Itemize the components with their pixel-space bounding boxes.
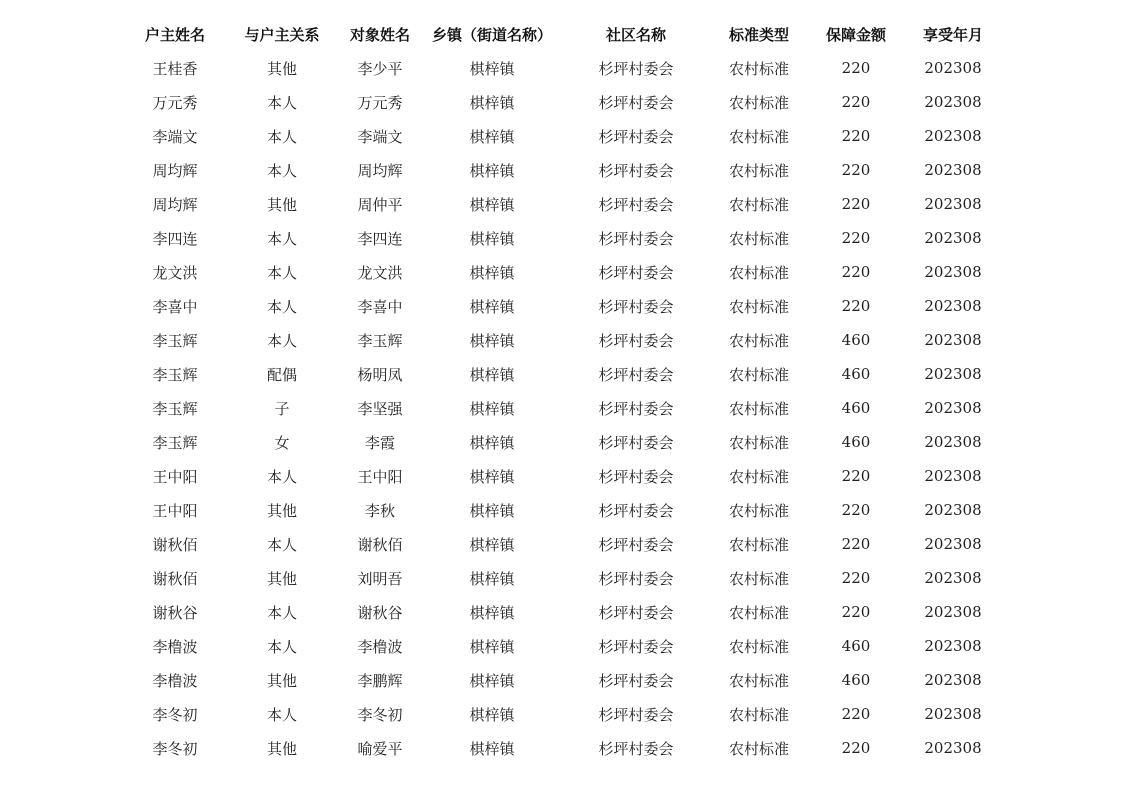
cell-recipient-name: 杨明凤 <box>357 365 403 384</box>
cell-benefit-month: 202308 <box>924 637 982 655</box>
cell-community: 杉坪村委会 <box>598 229 674 248</box>
cell-standard-type: 农村标准 <box>728 501 789 520</box>
cell-relation-to-head: 本人 <box>266 161 297 180</box>
cell-benefit-amount: 220 <box>841 535 871 553</box>
cell-community: 杉坪村委会 <box>598 59 674 78</box>
cell-relation-to-head: 本人 <box>266 297 297 316</box>
cell-township: 棋梓镇 <box>469 263 515 282</box>
cell-standard-type: 农村标准 <box>728 263 789 282</box>
cell-relation-to-head: 子 <box>274 399 290 418</box>
cell-recipient-name: 刘明吾 <box>357 569 403 588</box>
cell-standard-type: 农村标准 <box>728 739 789 758</box>
table-row <box>119 459 997 493</box>
cell-standard-type: 农村标准 <box>728 637 789 656</box>
cell-recipient-name: 周仲平 <box>357 195 403 214</box>
cell-township: 棋梓镇 <box>469 195 515 214</box>
cell-standard-type: 农村标准 <box>728 705 789 724</box>
cell-benefit-amount: 220 <box>841 501 871 519</box>
cell-standard-type: 农村标准 <box>728 603 789 622</box>
cell-household-head-name: 李喜中 <box>152 297 198 316</box>
cell-household-head-name: 王桂香 <box>152 59 198 78</box>
cell-township: 棋梓镇 <box>469 671 515 690</box>
cell-household-head-name: 王中阳 <box>152 467 198 486</box>
cell-benefit-amount: 460 <box>841 331 871 349</box>
cell-recipient-name: 李冬初 <box>357 705 403 724</box>
cell-community: 杉坪村委会 <box>598 263 674 282</box>
table-row <box>119 51 997 85</box>
cell-household-head-name: 万元秀 <box>152 93 198 112</box>
cell-household-head-name: 李四连 <box>152 229 198 248</box>
cell-standard-type: 农村标准 <box>728 433 789 452</box>
cell-relation-to-head: 本人 <box>266 637 297 656</box>
cell-township: 棋梓镇 <box>469 365 515 384</box>
cell-standard-type: 农村标准 <box>728 297 789 316</box>
cell-township: 棋梓镇 <box>469 501 515 520</box>
cell-community: 杉坪村委会 <box>598 93 674 112</box>
cell-relation-to-head: 其他 <box>266 501 297 520</box>
cell-recipient-name: 李少平 <box>357 59 403 78</box>
header-benefit-amount: 保障金额 <box>825 25 886 44</box>
cell-standard-type: 农村标准 <box>728 229 789 248</box>
cell-township: 棋梓镇 <box>469 603 515 622</box>
cell-benefit-amount: 460 <box>841 433 871 451</box>
cell-township: 棋梓镇 <box>469 739 515 758</box>
cell-recipient-name: 李玉辉 <box>357 331 403 350</box>
cell-recipient-name: 李鹏辉 <box>357 671 403 690</box>
cell-relation-to-head: 其他 <box>266 195 297 214</box>
cell-household-head-name: 李冬初 <box>152 705 198 724</box>
cell-benefit-amount: 460 <box>841 399 871 417</box>
cell-household-head-name: 李端文 <box>152 127 198 146</box>
table-row <box>119 595 997 629</box>
cell-benefit-month: 202308 <box>924 705 982 723</box>
cell-relation-to-head: 其他 <box>266 569 297 588</box>
cell-benefit-month: 202308 <box>924 195 982 213</box>
table-row <box>119 85 997 119</box>
cell-benefit-amount: 220 <box>841 705 871 723</box>
cell-benefit-month: 202308 <box>924 603 982 621</box>
cell-benefit-month: 202308 <box>924 365 982 383</box>
table-row <box>119 153 997 187</box>
cell-township: 棋梓镇 <box>469 535 515 554</box>
cell-relation-to-head: 本人 <box>266 229 297 248</box>
cell-standard-type: 农村标准 <box>728 93 789 112</box>
cell-benefit-month: 202308 <box>924 229 982 247</box>
cell-recipient-name: 李秋 <box>364 501 395 520</box>
cell-township: 棋梓镇 <box>469 399 515 418</box>
cell-community: 杉坪村委会 <box>598 739 674 758</box>
table-row <box>119 629 997 663</box>
cell-recipient-name: 谢秋谷 <box>357 603 403 622</box>
cell-benefit-amount: 220 <box>841 93 871 111</box>
cell-standard-type: 农村标准 <box>728 127 789 146</box>
cell-recipient-name: 李喜中 <box>357 297 403 316</box>
cell-benefit-amount: 220 <box>841 297 871 315</box>
cell-household-head-name: 李橹波 <box>152 637 198 656</box>
cell-relation-to-head: 其他 <box>266 739 297 758</box>
cell-community: 杉坪村委会 <box>598 467 674 486</box>
cell-recipient-name: 李端文 <box>357 127 403 146</box>
cell-community: 杉坪村委会 <box>598 297 674 316</box>
cell-benefit-month: 202308 <box>924 569 982 587</box>
cell-community: 杉坪村委会 <box>598 603 674 622</box>
cell-community: 杉坪村委会 <box>598 705 674 724</box>
table-row <box>119 187 997 221</box>
header-benefit-month: 享受年月 <box>922 25 983 44</box>
cell-community: 杉坪村委会 <box>598 433 674 452</box>
table-body <box>119 51 997 765</box>
header-row <box>119 17 997 51</box>
cell-township: 棋梓镇 <box>469 229 515 248</box>
cell-benefit-month: 202308 <box>924 433 982 451</box>
cell-township: 棋梓镇 <box>469 93 515 112</box>
table-row <box>119 697 997 731</box>
cell-relation-to-head: 本人 <box>266 535 297 554</box>
cell-township: 棋梓镇 <box>469 569 515 588</box>
cell-household-head-name: 李玉辉 <box>152 433 198 452</box>
cell-relation-to-head: 本人 <box>266 127 297 146</box>
cell-benefit-amount: 220 <box>841 263 871 281</box>
cell-household-head-name: 李玉辉 <box>152 399 198 418</box>
header-township: 乡镇（街道名称） <box>431 25 552 44</box>
table-row <box>119 221 997 255</box>
cell-household-head-name: 龙文洪 <box>152 263 198 282</box>
cell-household-head-name: 李玉辉 <box>152 365 198 384</box>
cell-recipient-name: 李霞 <box>364 433 395 452</box>
beneficiary-table <box>119 17 997 765</box>
cell-standard-type: 农村标准 <box>728 59 789 78</box>
cell-community: 杉坪村委会 <box>598 127 674 146</box>
table-row <box>119 323 997 357</box>
cell-recipient-name: 李坚强 <box>357 399 403 418</box>
table-row <box>119 731 997 765</box>
cell-benefit-amount: 220 <box>841 569 871 587</box>
cell-community: 杉坪村委会 <box>598 569 674 588</box>
cell-benefit-month: 202308 <box>924 59 982 77</box>
cell-standard-type: 农村标准 <box>728 365 789 384</box>
cell-community: 杉坪村委会 <box>598 535 674 554</box>
table-row <box>119 255 997 289</box>
cell-relation-to-head: 女 <box>274 433 290 452</box>
cell-benefit-month: 202308 <box>924 739 982 757</box>
cell-township: 棋梓镇 <box>469 297 515 316</box>
table-row <box>119 493 997 527</box>
cell-standard-type: 农村标准 <box>728 399 789 418</box>
cell-benefit-month: 202308 <box>924 467 982 485</box>
cell-benefit-amount: 220 <box>841 739 871 757</box>
cell-relation-to-head: 本人 <box>266 467 297 486</box>
cell-household-head-name: 谢秋佰 <box>152 569 198 588</box>
cell-benefit-month: 202308 <box>924 501 982 519</box>
cell-recipient-name: 李四连 <box>357 229 403 248</box>
cell-standard-type: 农村标准 <box>728 195 789 214</box>
cell-benefit-month: 202308 <box>924 127 982 145</box>
table-header <box>119 17 997 51</box>
cell-benefit-month: 202308 <box>924 671 982 689</box>
header-recipient-name: 对象姓名 <box>349 25 410 44</box>
cell-household-head-name: 周均辉 <box>152 161 198 180</box>
cell-benefit-amount: 220 <box>841 467 871 485</box>
cell-standard-type: 农村标准 <box>728 671 789 690</box>
cell-standard-type: 农村标准 <box>728 331 789 350</box>
cell-recipient-name: 李橹波 <box>357 637 403 656</box>
cell-benefit-month: 202308 <box>924 161 982 179</box>
cell-benefit-amount: 460 <box>841 671 871 689</box>
cell-township: 棋梓镇 <box>469 59 515 78</box>
cell-community: 杉坪村委会 <box>598 365 674 384</box>
cell-relation-to-head: 其他 <box>266 671 297 690</box>
cell-community: 杉坪村委会 <box>598 331 674 350</box>
cell-township: 棋梓镇 <box>469 331 515 350</box>
cell-benefit-amount: 460 <box>841 365 871 383</box>
cell-community: 杉坪村委会 <box>598 671 674 690</box>
cell-community: 杉坪村委会 <box>598 501 674 520</box>
cell-household-head-name: 李玉辉 <box>152 331 198 350</box>
cell-benefit-month: 202308 <box>924 93 982 111</box>
cell-household-head-name: 李冬初 <box>152 739 198 758</box>
cell-household-head-name: 王中阳 <box>152 501 198 520</box>
cell-recipient-name: 王中阳 <box>357 467 403 486</box>
cell-recipient-name: 喻爱平 <box>357 739 403 758</box>
cell-standard-type: 农村标准 <box>728 569 789 588</box>
cell-benefit-month: 202308 <box>924 535 982 553</box>
cell-benefit-amount: 220 <box>841 127 871 145</box>
table-row <box>119 391 997 425</box>
cell-relation-to-head: 其他 <box>266 59 297 78</box>
table-row <box>119 289 997 323</box>
cell-recipient-name: 谢秋佰 <box>357 535 403 554</box>
cell-benefit-amount: 220 <box>841 59 871 77</box>
cell-household-head-name: 周均辉 <box>152 195 198 214</box>
cell-benefit-amount: 220 <box>841 603 871 621</box>
cell-standard-type: 农村标准 <box>728 467 789 486</box>
cell-relation-to-head: 本人 <box>266 603 297 622</box>
cell-benefit-amount: 220 <box>841 229 871 247</box>
table-row <box>119 425 997 459</box>
cell-relation-to-head: 本人 <box>266 263 297 282</box>
header-community: 社区名称 <box>605 25 666 44</box>
cell-benefit-month: 202308 <box>924 399 982 417</box>
table-row <box>119 119 997 153</box>
cell-household-head-name: 李橹波 <box>152 671 198 690</box>
cell-benefit-month: 202308 <box>924 263 982 281</box>
cell-household-head-name: 谢秋佰 <box>152 535 198 554</box>
cell-recipient-name: 万元秀 <box>357 93 403 112</box>
header-standard-type: 标准类型 <box>728 25 789 44</box>
header-relation-to-head: 与户主关系 <box>244 25 320 44</box>
cell-benefit-month: 202308 <box>924 297 982 315</box>
cell-recipient-name: 龙文洪 <box>357 263 403 282</box>
cell-community: 杉坪村委会 <box>598 399 674 418</box>
cell-standard-type: 农村标准 <box>728 535 789 554</box>
table-row <box>119 561 997 595</box>
table-row <box>119 663 997 697</box>
cell-township: 棋梓镇 <box>469 433 515 452</box>
table-row <box>119 357 997 391</box>
cell-relation-to-head: 配偶 <box>266 365 297 384</box>
cell-relation-to-head: 本人 <box>266 93 297 112</box>
cell-relation-to-head: 本人 <box>266 331 297 350</box>
cell-benefit-month: 202308 <box>924 331 982 349</box>
cell-township: 棋梓镇 <box>469 161 515 180</box>
cell-relation-to-head: 本人 <box>266 705 297 724</box>
cell-community: 杉坪村委会 <box>598 161 674 180</box>
cell-township: 棋梓镇 <box>469 127 515 146</box>
cell-benefit-amount: 220 <box>841 195 871 213</box>
cell-recipient-name: 周均辉 <box>357 161 403 180</box>
cell-standard-type: 农村标准 <box>728 161 789 180</box>
cell-household-head-name: 谢秋谷 <box>152 603 198 622</box>
cell-township: 棋梓镇 <box>469 637 515 656</box>
cell-community: 杉坪村委会 <box>598 637 674 656</box>
header-household-head-name: 户主姓名 <box>144 25 205 44</box>
cell-township: 棋梓镇 <box>469 467 515 486</box>
cell-benefit-amount: 460 <box>841 637 871 655</box>
cell-community: 杉坪村委会 <box>598 195 674 214</box>
cell-township: 棋梓镇 <box>469 705 515 724</box>
table-row <box>119 527 997 561</box>
cell-benefit-amount: 220 <box>841 161 871 179</box>
